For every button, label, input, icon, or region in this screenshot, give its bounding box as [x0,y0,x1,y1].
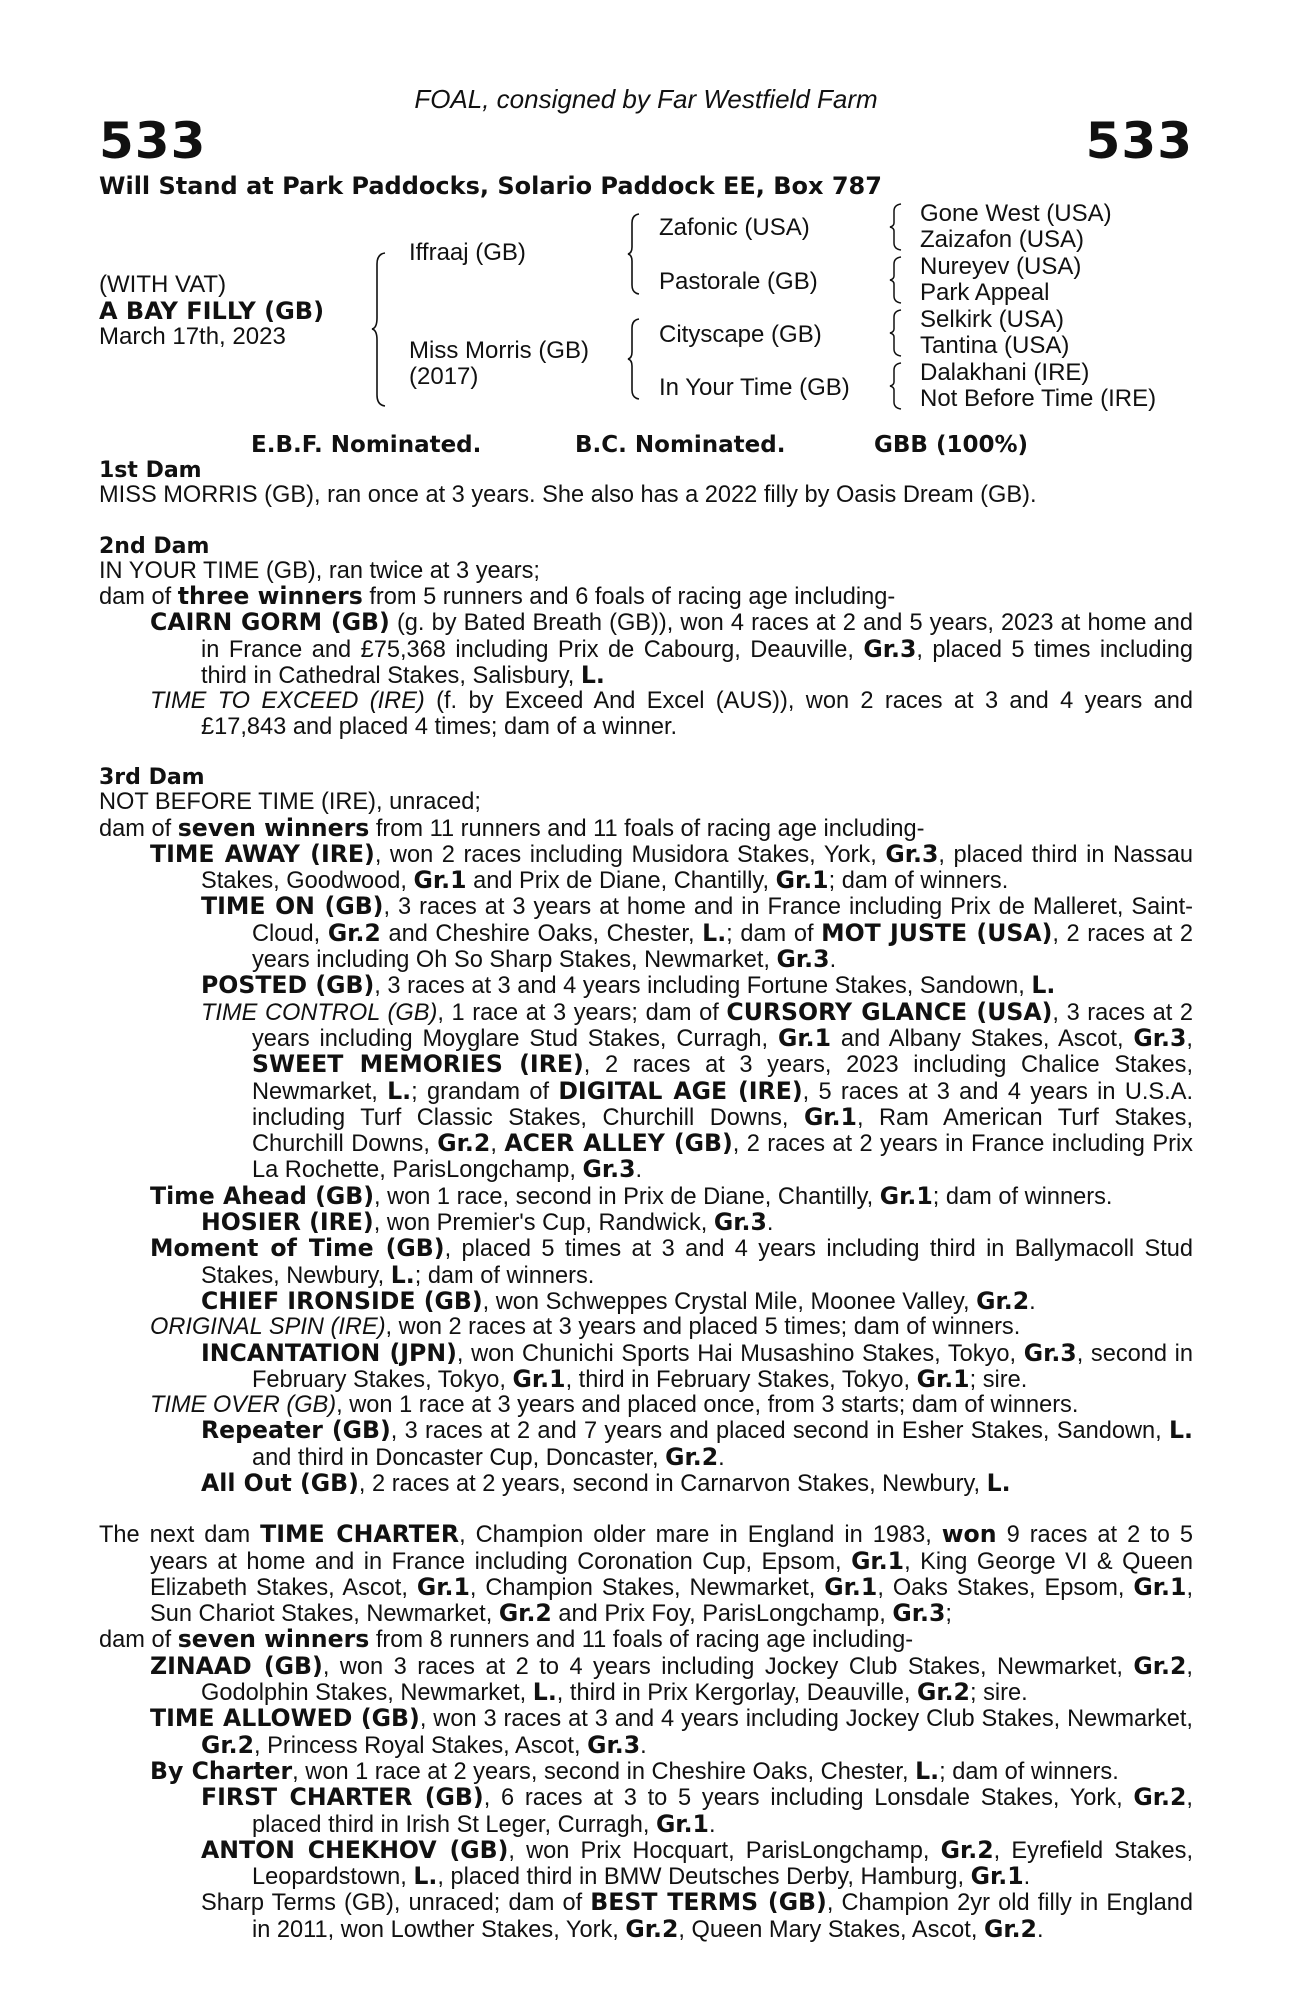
second-dam-line: IN YOUR TIME (GB), ran twice at 3 years; [99,557,540,584]
great-grandparent-3: Nureyev (USA) [920,253,1082,280]
second-dam-heading: 2nd Dam [99,533,210,559]
third-dam-line: NOT BEFORE TIME (IRE), unraced; [99,789,481,816]
bc-nomination: B.C. Nominated. [575,432,786,458]
dam-brace [627,318,641,400]
produce-entry: TIME ALLOWED (GB), won 3 races at 3 and 4 years including Jockey Club Stakes, Newmarket, Gr.2, Princess Royal Stakes, Ascot, Gr.3. [150,1704,1193,1759]
lot-number-right: 533 [1085,112,1193,170]
produce-entry: POSTED (GB), 3 races at 3 and 4 years including Fortune Stakes, Sandown, L. [201,971,1056,1000]
catalogue-body [99,458,1193,1943]
vat-note: (WITH VAT) [99,271,227,298]
dam-year: (2017) [409,363,479,390]
produce-entry: HOSIER (IRE), won Premier's Cup, Randwick, Gr.3. [201,1208,774,1237]
grandsire-4: In Your Time (GB) [659,374,850,401]
great-grandparent-2: Zaizafon (USA) [920,226,1085,253]
sire-brace [627,213,641,295]
dam-name: Miss Morris (GB) [409,337,589,364]
stabling-line: Will Stand at Park Paddocks, Solario Paddock EE, Box 787 [99,172,882,200]
produce-entry: Moment of Time (GB), placed 5 times at 3 and 4 years including third in Ballymacoll Stud Stakes, Newbury, L.; dam of winners. [150,1234,1193,1289]
gs1-brace [889,203,903,251]
produce-entry: TIME OVER (GB), won 1 race at 3 years and placed once, from 3 starts; dam of winners. [150,1392,1079,1419]
consignor-line: FOAL, consigned by Far Westfield Farm [414,84,878,114]
produce-entry: FIRST CHARTER (GB), 6 races at 3 to 5 years including Lonsdale Stakes, York, Gr.2, placed third in Irish St Leger, Curragh, Gr.1. [201,1783,1193,1838]
produce-entry: TIME TO EXCEED (IRE) (f. by Exceed And Excel (AUS)), won 2 races at 3 and 4 years and £17,843 and placed 4 times; dam of a winner. [150,688,1193,740]
first-dam-text: MISS MORRIS (GB), ran once at 3 years. She also has a 2022 filly by Oasis Dream (GB). [99,482,1037,509]
third-dam-heading: 3rd Dam [99,764,205,790]
third-dam-produce-line: dam of seven winners from 11 runners and 11 foals of racing age including- [99,813,925,842]
sire-name: Iffraaj (GB) [409,239,526,266]
pedigree-brace [371,252,387,407]
produce-entry: ORIGINAL SPIN (IRE), won 2 races at 3 years and placed 5 times; dam of winners. [150,1314,1021,1341]
horse-name: A BAY FILLY (GB) [99,297,325,325]
gs3-brace [889,309,903,357]
produce-entry: ZINAAD (GB), won 3 races at 2 to 4 years including Jockey Club Stakes, Newmarket, Gr.2, Godolphin Stakes, Newmarket, L., third in Prix Kergorlay, Deauville, Gr.2; sire. [150,1651,1193,1707]
grandsire-3: Cityscape (GB) [659,321,822,348]
grandsire-2: Pastorale (GB) [659,268,818,295]
produce-entry: TIME AWAY (IRE), won 2 races including Musidora Stakes, York, Gr.3, placed third in Nassau Stakes, Goodwood, Gr.1 and Prix de Diane, Chantilly, Gr.1; dam of winners. [150,839,1194,895]
great-grandparent-5: Selkirk (USA) [920,306,1065,333]
great-grandparent-6: Tantina (USA) [920,332,1070,359]
great-grandparent-1: Gone West (USA) [920,200,1112,227]
produce-entry: Sharp Terms (GB), unraced; dam of BEST TERMS (GB), Champion 2yr old filly in England in 2011, won Lowther Stakes, York, Gr.2, Queen Mary Stakes, Ascot, Gr.2. [201,1888,1193,1943]
gbb-status: GBB (100%) [874,432,1029,458]
gs4-brace [889,362,903,410]
grandsire-1: Zafonic (USA) [659,214,810,241]
produce-entry: All Out (GB), 2 races at 2 years, second in Carnarvon Stakes, Newbury, L. [201,1468,1011,1497]
great-grandparent-4: Park Appeal [920,279,1050,306]
produce-entry: Repeater (GB), 3 races at 2 and 7 years and placed second in Esher Stakes, Sandown, L. and third in Doncaster Cup, Doncaster, Gr.2. [201,1416,1193,1471]
produce-entry: TIME ON (GB), 3 races at 3 years at home and in France including Prix de Malleret, Saint-Cloud, Gr.2 and Cheshire Oaks, Chester, L.; dam of MOT JUSTE (USA), 2 races at 2 years including Oh So Sharp Stakes, Newmarket, Gr.3. [201,892,1193,974]
lot-number-left: 533 [99,112,207,170]
foaling-date: March 17th, 2023 [99,323,286,350]
produce-entry: ANTON CHEKHOV (GB), won Prix Hocquart, ParisLongchamp, Gr.2, Eyrefield Stakes, Leopardstown, L., placed third in BMW Deutsches Derby, Hamburg, Gr.1. [201,1835,1193,1891]
next-dam-paragraph: The next dam TIME CHARTER, Champion older mare in England in 1983, won 9 races at 2 to 5 years at home and in France including Coronation Cup, Epsom, Gr.1, King George VI & Queen Elizabeth Stakes, Ascot, Gr.1, Champion Stakes, Newmarket, Gr.1, Oaks Stakes, Epsom, Gr.1, Sun Chariot Stakes, Newmarket, Gr.2 and Prix Foy, ParisLongchamp, Gr.3; [99,1520,1193,1628]
produce-entry: Time Ahead (GB), won 1 race, second in Prix de Diane, Chantilly, Gr.1; dam of winners. [150,1181,1113,1210]
pedigree-table [99,200,1193,415]
great-grandparent-7: Dalakhani (IRE) [920,359,1090,386]
produce-entry: TIME CONTROL (GB), 1 race at 3 years; dam of CURSORY GLANCE (USA), 3 races at 2 years including Moyglare Stud Stakes, Curragh, Gr.1 and Albany Stakes, Ascot, Gr.3, SWEET MEMORIES (IRE), 2 races at 3 years, 2023 including Chalice Stakes, Newmarket, L.; grandam of DIGITAL AGE (IRE), 5 races at 3 and 4 years in U.S.A. including Turf Classic Stakes, Churchill Downs, Gr.1, Ram American Turf Stakes, Churchill Downs, Gr.2, ACER ALLEY (GB), 2 races at 2 years in France including Prix La Rochette, ParisLongchamp, Gr.3. [201,997,1194,1184]
produce-entry: INCANTATION (JPN), won Chunichi Sports Hai Musashino Stakes, Tokyo, Gr.3, second in February Stakes, Tokyo, Gr.1, third in February Stakes, Tokyo, Gr.1; sire. [201,1338,1193,1393]
produce-entry: CHIEF IRONSIDE (GB), won Schweppes Crystal Mile, Moonee Valley, Gr.2. [201,1286,1036,1315]
produce-entry: CAIRN GORM (GB) (g. by Bated Breath (GB)), won 4 races at 2 and 5 years, 2023 at home and in France and £75,368 including Prix de Cabourg, Deauville, Gr.3, placed 5 times including third in Cathedral Stakes, Salisbury, L. [150,608,1193,690]
gs2-brace [889,256,903,304]
next-dam-produce-line: dam of seven winners from 8 runners and 11 foals of racing age including- [99,1625,914,1654]
first-dam-heading: 1st Dam [99,458,202,483]
great-grandparent-8: Not Before Time (IRE) [920,385,1157,412]
produce-entry: By Charter, won 1 race at 2 years, second in Cheshire Oaks, Chester, L.; dam of winners. [150,1756,1119,1785]
second-dam-produce-line: dam of three winners from 5 runners and 6 foals of racing age including- [99,582,896,611]
ebf-nomination: E.B.F. Nominated. [251,432,482,458]
